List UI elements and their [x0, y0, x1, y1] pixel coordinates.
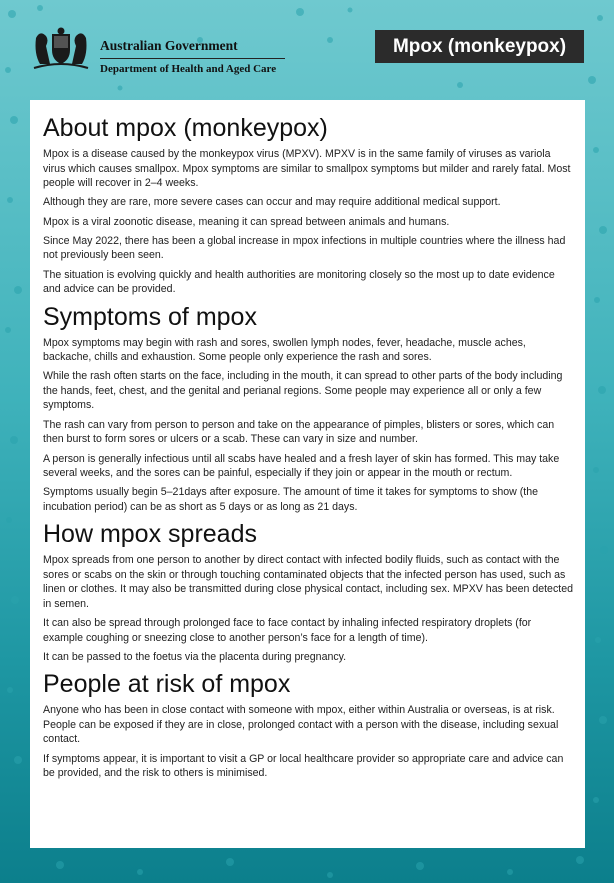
- section-symptoms: [43, 302, 573, 515]
- paragraph: Mpox is a disease caused by the monkeypox virus (MPXV). MPXV is in the same family of viruses as variola virus which causes smallpox. Mpox symptoms are similar to smallpox symptoms but milder and rarely fatal. Most people will recover in 2–4 weeks.: [43, 148, 571, 189]
- paragraph: While the rash often starts on the face, including in the mouth, it can spread to other parts of the body including the hands, feet, chest, and the genital and perianal regions. Some people may experience all or only a few symptoms.: [43, 370, 563, 412]
- paragraph: The situation is evolving quickly and health authorities are monitoring closely so the most up to date evidence and advice can be provided.: [43, 268, 555, 296]
- paragraph: A person is generally infectious until all scabs have healed and a fresh layer of skin has formed. This may take several weeks, and the sores can be painful, especially if they join or appear in the mouth or rectum.: [43, 452, 560, 480]
- section-heading: About mpox (monkeypox): [43, 114, 328, 142]
- section-spread: [43, 519, 573, 664]
- page-header: [0, 0, 614, 96]
- department-name: Department of Health and Aged Care: [100, 63, 277, 75]
- paragraph: Mpox spreads from one person to another by direct contact with infected bodily fluids, such as contact with the sores or scabs on the skin or through touching contaminated objects that the infected person has used, such as linen or clothes. It may also be transmitted during close physical contact, including sex. MPXV has been detected in semen.: [43, 554, 573, 610]
- paragraph: Anyone who has been in close contact with someone with mpox, either within Australia or overseas, is at risk. People can be exposed if they are in close, prolonged contact with a person with the disease, including sexual contact.: [43, 704, 559, 746]
- section-heading: How mpox spreads: [43, 520, 257, 549]
- document-title: Mpox (monkeypox): [375, 30, 584, 63]
- section-heading: Symptoms of mpox: [43, 302, 257, 331]
- paragraph: Although they are rare, more severe cases can occur and may require additional medical support.: [43, 196, 501, 209]
- section-heading: People at risk of mpox: [43, 670, 291, 699]
- paragraph: Symptoms usually begin 5–21days after exposure. The amount of time it takes for symptoms to show (the incubation period) can be as short as 5 days or as long as 21 days.: [43, 486, 539, 513]
- paragraph: If symptoms appear, it is important to visit a GP or local healthcare provider so appropriate care and advice can be provided, and the risk to others is minimised.: [43, 752, 564, 780]
- government-name: Australian Government: [100, 38, 285, 59]
- paragraph: Mpox is a viral zoonotic disease, meaning it can spread between animals and humans.: [43, 215, 450, 228]
- coat-of-arms-icon: [30, 26, 92, 72]
- government-wordmark: [100, 38, 285, 75]
- paragraph: Since May 2022, there has been a global increase in mpox infections in multiple countries where the illness had not previously been seen.: [43, 234, 566, 262]
- paragraph: It can also be spread through prolonged face to face contact by inhaling infected respiratory droplets (for example coughing or sneezing close to another person’s face for a length of time).: [43, 617, 532, 644]
- section-about: [43, 113, 573, 297]
- content-card: [30, 100, 585, 848]
- section-risk: [43, 669, 573, 780]
- paragraph: Mpox symptoms may begin with rash and sores, swollen lymph nodes, fever, headache, muscle aches, backache, chills and exhaustion. Some people only experience the rash and sores.: [43, 336, 526, 364]
- paragraph: It can be passed to the foetus via the placenta during pregnancy.: [43, 650, 347, 663]
- paragraph: The rash can vary from person to person and take on the appearance of pimples, blisters or sores, which can then burst to form sores or ulcers or a scab. These can vary in size and number.: [43, 418, 555, 446]
